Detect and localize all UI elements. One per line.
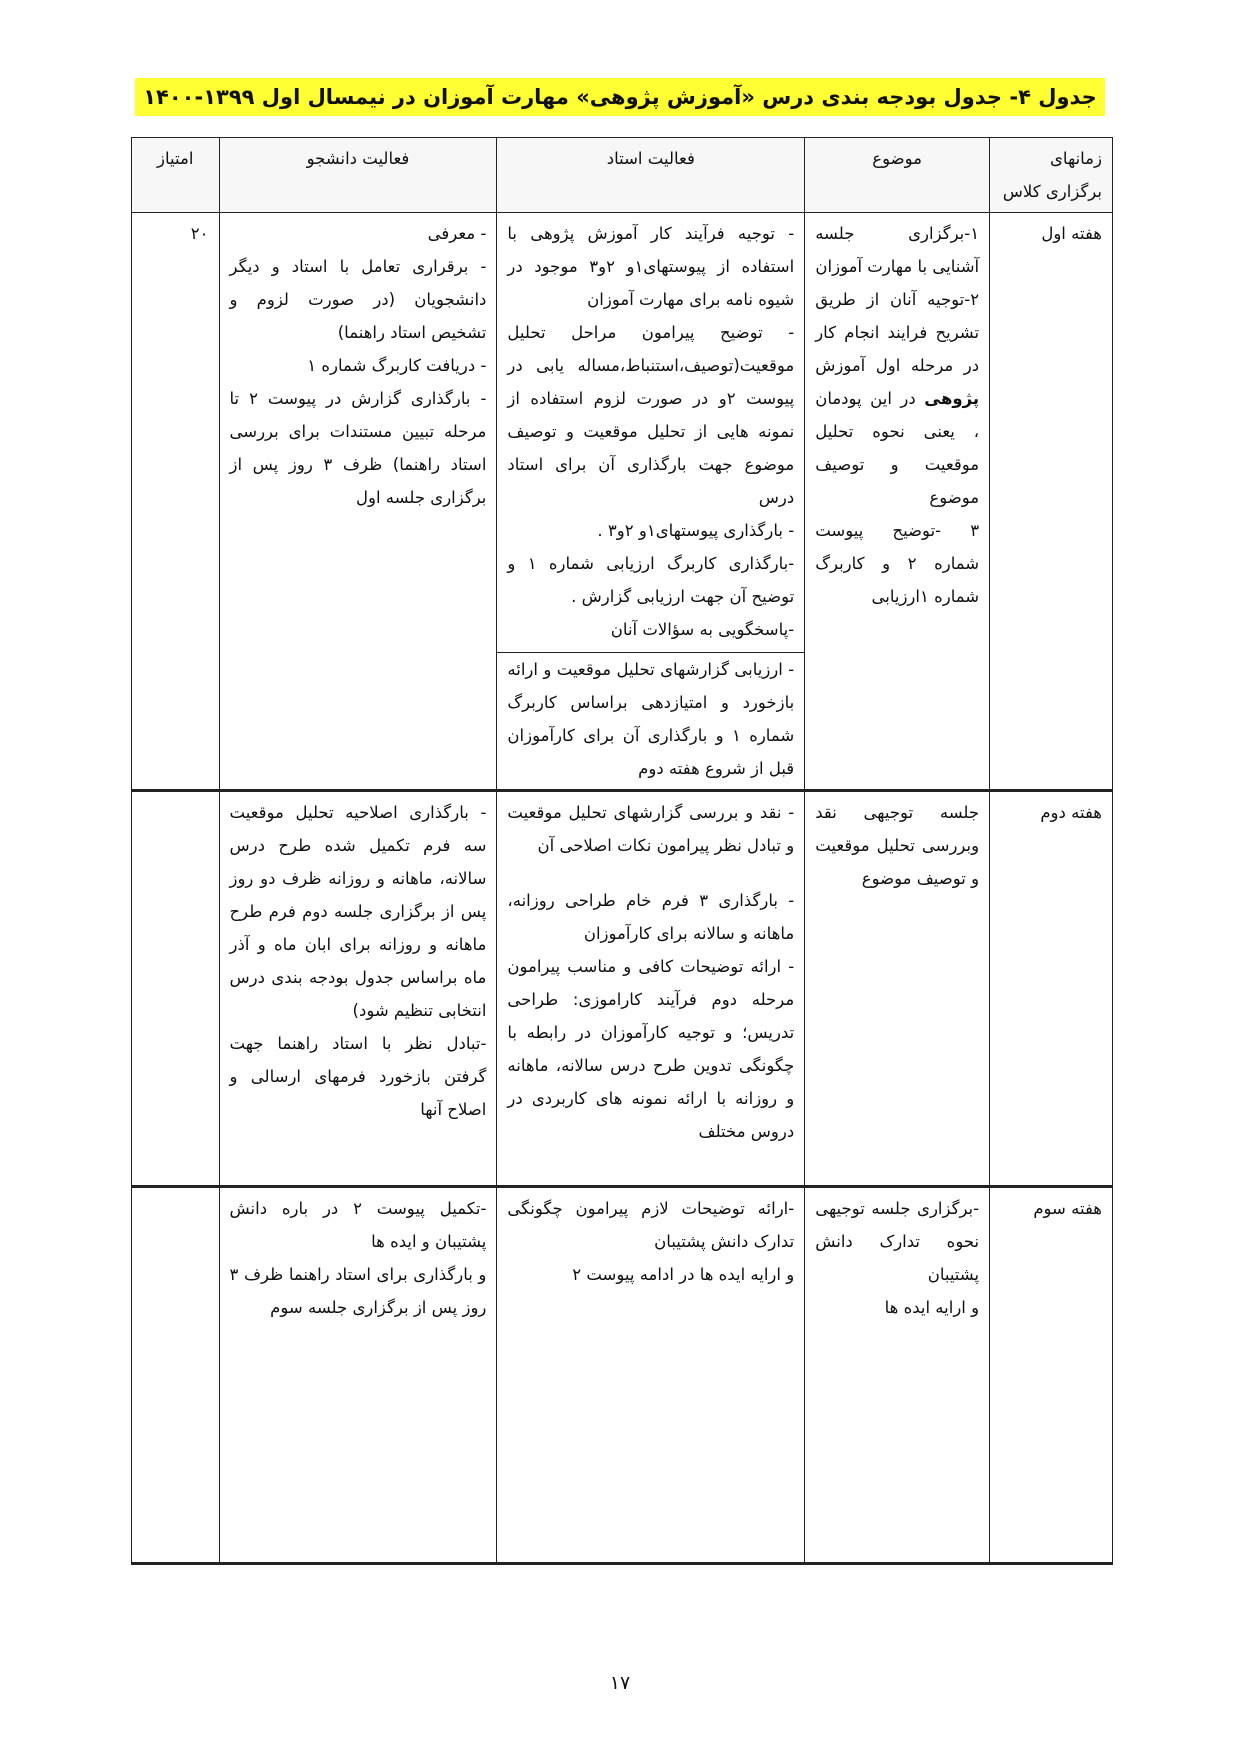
page-number: ۱۷ xyxy=(609,1672,631,1694)
topic-line: جلسه توجیهی نقد وبررسی تحلیل موقعیت و توصیف موضوع xyxy=(815,803,980,888)
week-cell: هفته دوم xyxy=(990,791,1113,1187)
title-wrap xyxy=(0,78,1240,116)
student-line: -تکمیل پیوست ۲ در باره دانش پشتیبان و ایده ها xyxy=(229,1199,487,1251)
teacher-cell xyxy=(497,791,805,1187)
score-cell xyxy=(132,791,220,1187)
header-teacher: فعالیت استاد xyxy=(497,138,805,213)
week-cell: هفته اول xyxy=(990,213,1113,791)
table-row xyxy=(132,1187,1113,1564)
score-cell xyxy=(132,1187,220,1564)
topic-line: ۲-توجیه آنان از طریق تشریح فرایند انجام کار در مرحله اول آموزش پژوهی در این پودمان ، یعنی نحوه تحلیل موقعیت و توصیف موضوع xyxy=(815,290,980,507)
student-line: - معرفی xyxy=(427,224,487,243)
topic-cell xyxy=(805,791,990,1187)
teacher-cell xyxy=(497,1187,805,1564)
header-score: امتیاز xyxy=(132,138,220,213)
topic-cell xyxy=(805,1187,990,1564)
topic-line: -برگزاری جلسه توجیهی نحوه تدارک دانش پشتیبان xyxy=(815,1199,980,1284)
teacher-line: - بارگذاری پیوستهای۱و ۲و۳ . xyxy=(597,521,795,540)
student-line: - دریافت کاربرگ شماره ۱ xyxy=(307,356,487,375)
budget-table xyxy=(131,137,1113,1565)
teacher-line: -پاسخگویی به سؤالات آنان xyxy=(610,620,795,639)
header-topic: موضوع xyxy=(805,138,990,213)
score-cell: ۲۰ xyxy=(132,213,220,791)
header-student: فعالیت دانشجو xyxy=(219,138,497,213)
student-cell xyxy=(219,791,497,1187)
teacher-line: -بارگذاری کاربرگ ارزیابی شماره ۱ و توضیح آن جهت ارزیابی گزارش . xyxy=(507,554,795,606)
teacher-subsection xyxy=(497,652,804,785)
topic-line: ۳ -توضیح پیوست شماره ۲ و کاربرگ شماره ۱ارزیابی xyxy=(815,521,980,606)
week-cell: هفته سوم xyxy=(990,1187,1113,1564)
topic-cell xyxy=(805,213,990,791)
student-cell xyxy=(219,1187,497,1564)
student-cell xyxy=(219,213,497,791)
teacher-line: - ارزیابی گزارشهای تحلیل موقعیت و ارائه بازخورد و امتیازدهی براساس کاربرگ شماره ۱ و بارگذاری آن برای کارآموزان قبل از شروع هفته دوم xyxy=(507,660,795,778)
table-row xyxy=(132,791,1113,1187)
student-line: - برقراری تعامل با استاد و دیگر دانشجویان (در صورت لزوم و تشخیص استاد راهنما) xyxy=(229,257,487,342)
student-line: -تبادل نظر با استاد راهنما جهت گرفتن بازخورد فرمهای ارسالی و اصلاح آنها xyxy=(229,1034,487,1119)
student-line: - بارگذاری اصلاحیه تحلیل موقعیت سه فرم تکمیل شده طرح درس سالانه، ماهانه و روزانه ظرف دو روز پس از برگزاری جلسه دوم فرم طرح ماهانه و روزانه برای ابان ماه و آذر ماه براساس جدول بودجه بندی درس انتخابی تنظیم شود) xyxy=(229,803,487,1020)
teacher-line: - توضیح پیرامون مراحل تحلیل موقعیت(توصیف،استنباط،مساله یابی در پیوست ۲و در صورت لزوم استفاده از نمونه هایی از تحلیل موقعیت و توصیف موضوع جهت بارگذاری آن برای استاد درس xyxy=(507,323,795,507)
teacher-line: - توجیه فرآیند کار آموزش پژوهی با استفاده از پیوستهای۱و ۲و۳ موجود در شیوه نامه برای مهارت آموزان xyxy=(507,224,795,309)
header-time: زمانهای برگزاری کلاس xyxy=(990,138,1113,213)
student-line: و بارگذاری برای استاد راهنما ظرف ۳ روز پس از برگزاری جلسه سوم xyxy=(229,1265,487,1317)
teacher-line: - ارائه توضیحات کافی و مناسب پیرامون مرحله دوم فرآیند کاراموزی: طراحی تدریس؛ و توجیه کارآموزان در رابطه با چگونگی تدوین طرح درس سالانه، ماهانه و روزانه با ارائه نمونه های کاربردی در دروس مختلف xyxy=(507,957,795,1141)
table-title: جدول ۴- جدول بودجه بندی درس «آموزش پژوهی» مهارت آموزان در نیمسال اول ۱۳۹۹-۱۴۰۰ xyxy=(135,78,1105,116)
student-line: - بارگذاری گزارش در پیوست ۲ تا مرحله تبیین مستندات برای بررسی استاد راهنما) ظرف ۳ روز پس از برگزاری جلسه اول xyxy=(229,389,487,507)
topic-line: ۱-برگزاری جلسه آشنایی با مهارت آموزان xyxy=(815,224,980,276)
topic-bold: پژوهی xyxy=(924,389,980,408)
teacher-line: - بارگذاری ۳ فرم خام طراحی روزانه، ماهانه و سالانه برای کارآموزان xyxy=(507,891,795,943)
teacher-line: - نقد و بررسی گزارشهای تحلیل موقعیت و تبادل نظر پیرامون نکات اصلاحی آن xyxy=(507,803,795,855)
teacher-line: و ارایه ایده ها در ادامه پیوست ۲ xyxy=(572,1265,795,1284)
spacer xyxy=(507,862,794,884)
header-row xyxy=(132,138,1113,213)
table-row xyxy=(132,213,1113,791)
topic-line: و ارایه ایده ها xyxy=(884,1298,980,1317)
teacher-line: -ارائه توضیحات لازم پیرامون چگونگی تدارک دانش پشتیبان xyxy=(507,1199,795,1251)
teacher-cell xyxy=(497,213,805,791)
